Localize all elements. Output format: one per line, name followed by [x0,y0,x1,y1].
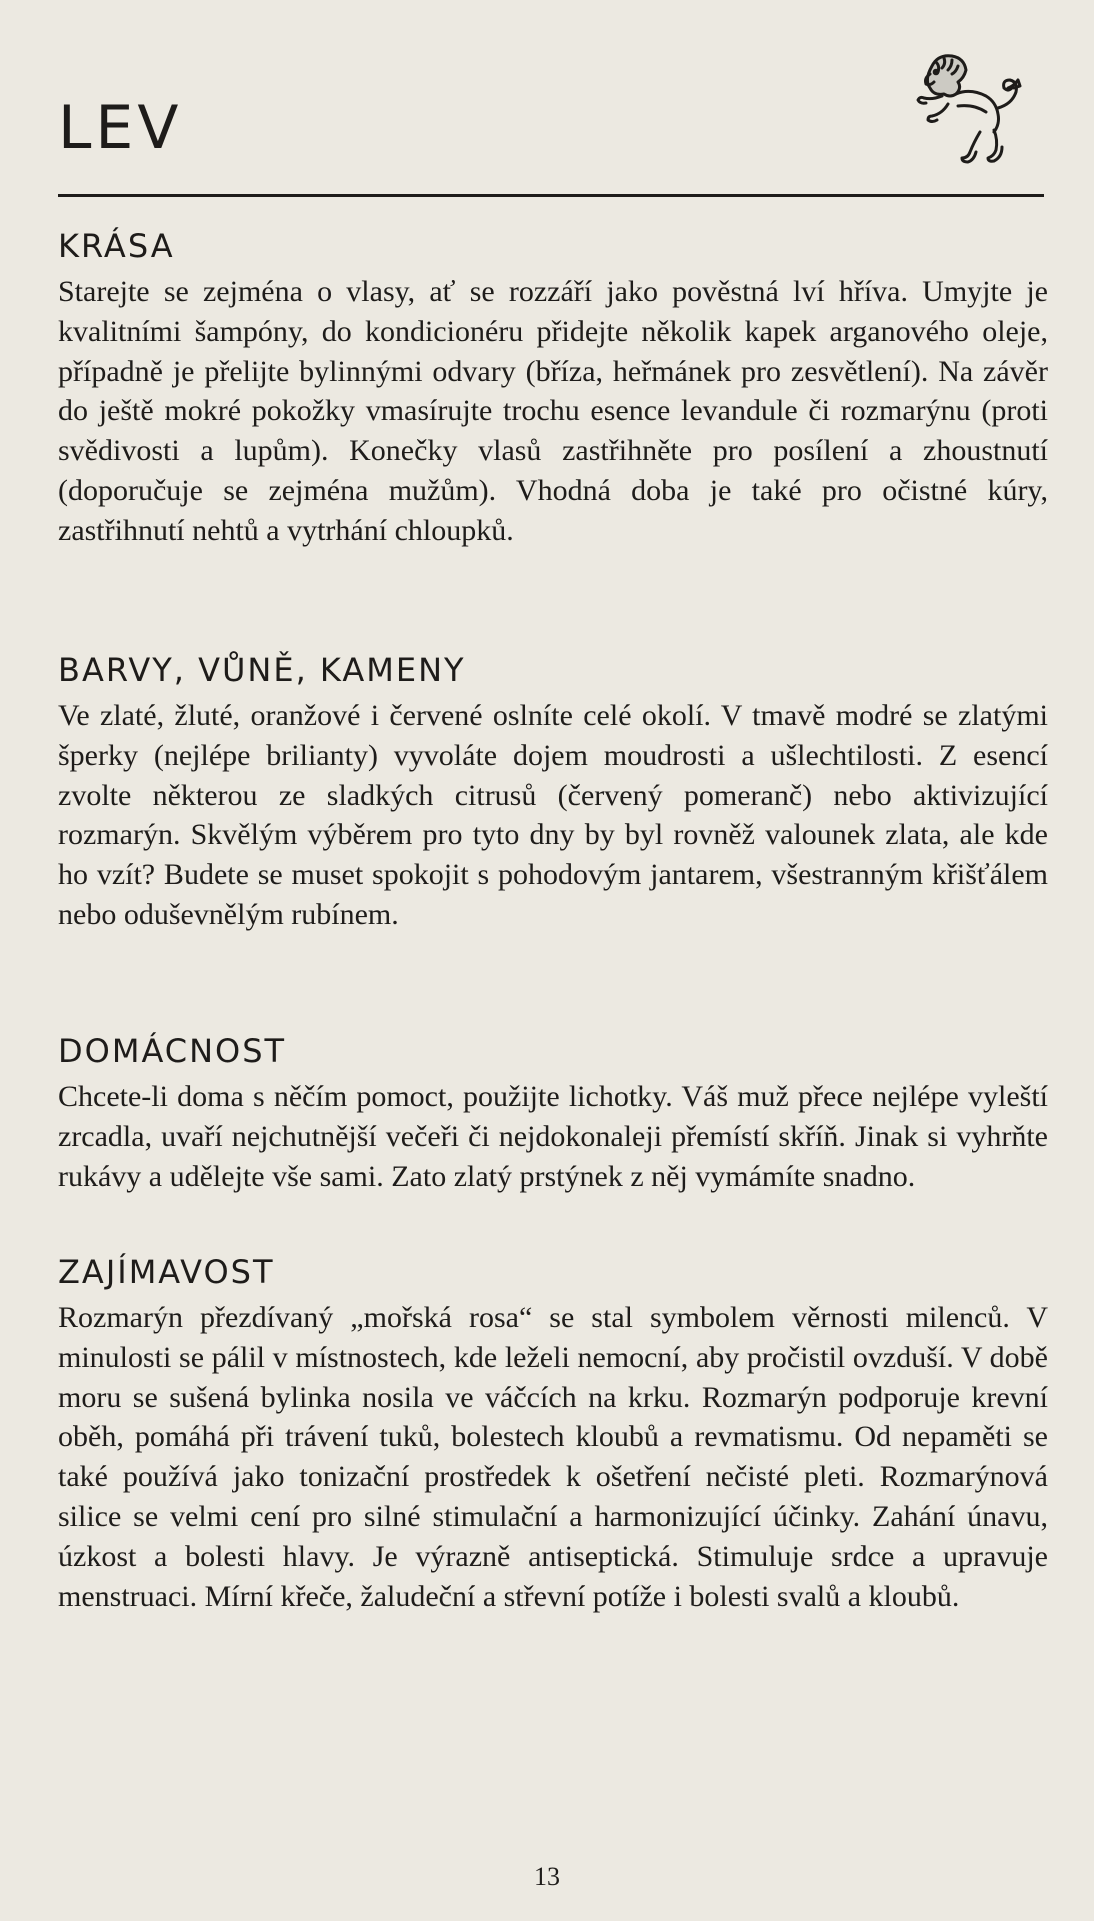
section-colors-scents-stones [58,648,1048,935]
section-heading: ZAJÍMAVOST [58,1253,275,1291]
chapter-title: LEV [58,93,183,163]
section-body: Ve zlaté, žluté, oranžové i červené oslníte celé okolí. V tmavě modré se zlatými šperky (nejlépe brilianty) vyvoláte dojem moudrosti a ušlechtilosti. Z esencí zvolte některou ze sladkých citrusů (červený pomeranč) nebo aktivizující rozmarýn. Skvělým výběrem pro tyto dny by byl rovněž valounek zlata, ale kde ho vzít? Budete se muset spokojit s pohodovým jantarem, všestranným křišťálem nebo oduševnělým rubínem. [58,699,1048,931]
section-household [58,1029,1048,1196]
section-body: Starejte se zejména o vlasy, ať se rozzáří jako pověstná lví hříva. Umyjte je kvalitními šampóny, do kondicionéru přidejte několik kapek arganového oleje, případně je přelijte bylinnými odvary (bříza, heřmánek pro zesvětlení). Na závěr do ještě mokré pokožky vmasírujte trochu esence levandule či rozmarýnu (proti svědivosti a lupům). Konečky vlasů zastřihněte pro posílení a zhoustnutí (doporučuje se zejména mužům). Vhodná doba je také pro očistné kúry, zastřihnutí nehtů a vytrhání chloupků. [58,275,1048,547]
section-body: Chcete-li doma s něčím pomoct, použijte lichotky. Váš muž přece nejlépe vyleští zrcadla, uvaří nejchutnější večeři či nejdokonaleji přemístí skříň. Jinak si vyhrňte rukávy a udělejte vše sami. Zato zlatý prstýnek z něj vymámíte snadno. [58,1080,1048,1193]
section-heading: BARVY, VŮNĚ, KAMENY [58,651,466,689]
section-heading: DOMÁCNOST [58,1032,287,1070]
section-beauty [58,224,1048,551]
lion-icon [900,44,1030,174]
section-body: Rozmarýn přezdívaný „mořská rosa“ se stal symbolem věrnosti milenců. V minulosti se pálil v místnostech, kde leželi nemocní, aby pročistil ovzduší. V době moru se sušená bylinka nosila ve váčcích na krku. Rozmarýn podporuje krevní oběh, pomáhá při trávení tuků, bolestech kloubů a revmatismu. Od nepaměti se také používá jako tonizační prostředek k ošetření nečisté pleti. Rozmarýnová silice se velmi cení pro silné stimulační a harmonizující účinky. Zahání únavu, úzkost a bolesti hlavy. Je výrazně antiseptická. Stimuluje srdce a upravuje menstruaci. Mírní křeče, žaludeční a střevní potíže i bolesti svalů a kloubů. [58,1301,1048,1613]
header-divider [58,194,1044,197]
section-curiosity [58,1250,1048,1616]
section-heading: KRÁSA [58,227,175,265]
page-number: 13 [534,1862,560,1891]
chapter-header [58,88,1042,198]
